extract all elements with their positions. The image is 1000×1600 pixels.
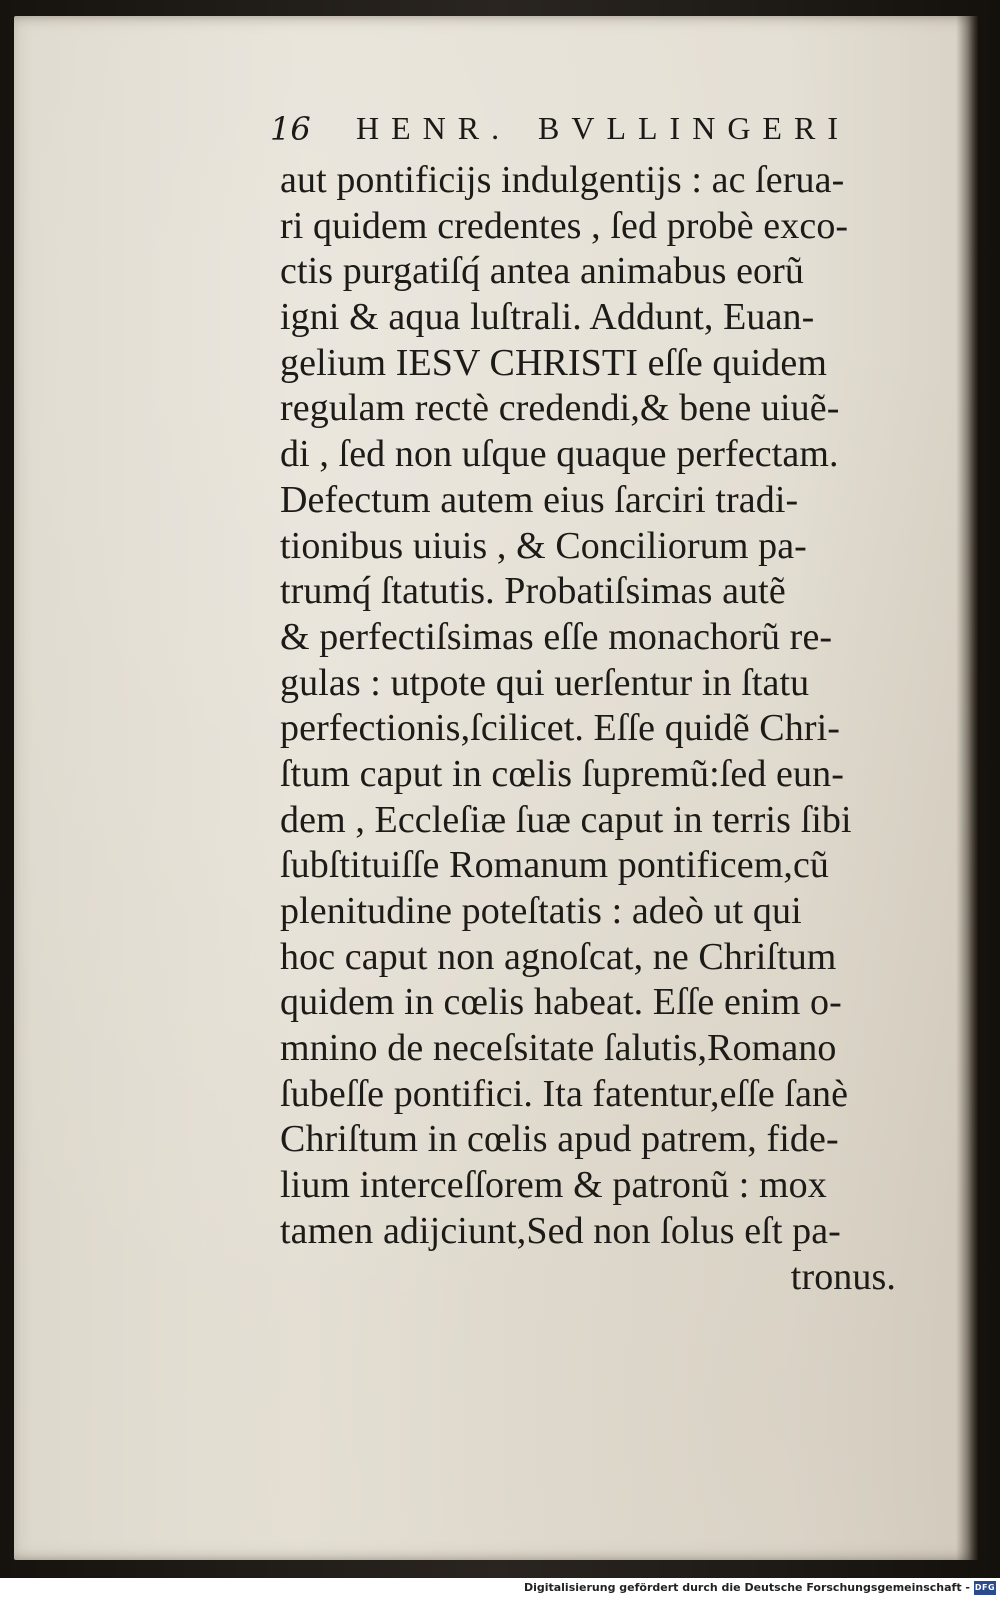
text-line: lium interceſſorem & patronũ : mox [280,1164,827,1207]
text-line: tamen adijciunt,Sed non ſolus eſt pa- [280,1209,841,1252]
page-number: 16 [270,110,311,148]
text-line: aut pontificijs indulgentijs : ac ſerua- [280,159,845,201]
footer-credit: Digitalisierung gefördert durch die Deutsche Forschungsgemeinschaft - [523,1581,970,1594]
text-line: regulam rectè credendi,& bene uiuẽ- [280,387,840,430]
page-binding-edge [956,16,978,1560]
text-line: ſubeſſe pontifici. Ita fatentur,eſſe ſanè [280,1072,849,1115]
text-line: mnino de neceſsitate ſalutis,Romano [280,1027,837,1070]
running-header [270,110,880,154]
text-line: trumq́ ſtatutis. Probatiſsimas autẽ [280,570,786,613]
text-line: & perfectiſsimas eſſe monachorũ re- [280,615,833,658]
text-line: tionibus uiuis , & Conciliorum pa- [280,524,807,567]
catchword: tronus. [790,1255,896,1298]
text-line: dem , Eccleſiæ ſuæ caput in terris ſibi [280,798,852,841]
text-line: di , ſed non uſque quaque perfectam. [280,433,839,476]
text-line: Defectum autem eius ſarciri tradi- [280,478,799,521]
text-line: plenitudine poteſtatis : adeò ut qui [280,890,802,932]
digitization-footer [0,1578,1000,1600]
text-line: ri quidem credentes , ſed probè exco- [280,204,849,247]
text-line: hoc caput non agnoſcat, ne Chriſtum [280,935,837,978]
text-line: gelium IESV CHRISTI eſſe quidem [280,341,828,384]
text-line: Chriſtum in cœlis apud patrem, fide- [280,1118,839,1161]
text-line: gulas : utpote qui uerſentur in ſtatu [280,661,810,704]
dfg-logo-icon: DFG [974,1581,996,1595]
text-line: ſtum caput in cœlis ſupremũ:ſed eun- [280,752,844,795]
running-head-name: BVLLINGERI [538,110,850,146]
text-line: ſubſtituiſſe Romanum pontificem,cũ [280,844,830,887]
text-line: perfectionis,ſcilicet. Eſſe quidẽ Chri- [280,707,840,750]
body-text [280,158,920,1300]
text-line: quidem in cœlis habeat. Eſſe enim o- [280,981,842,1024]
text-line: ctis purgatiſq́ antea animabus eorũ [280,250,804,293]
text-line: igni & aqua luſtrali. Addunt, Euan- [280,296,815,339]
running-head-abbrev: HENR. [356,110,512,146]
